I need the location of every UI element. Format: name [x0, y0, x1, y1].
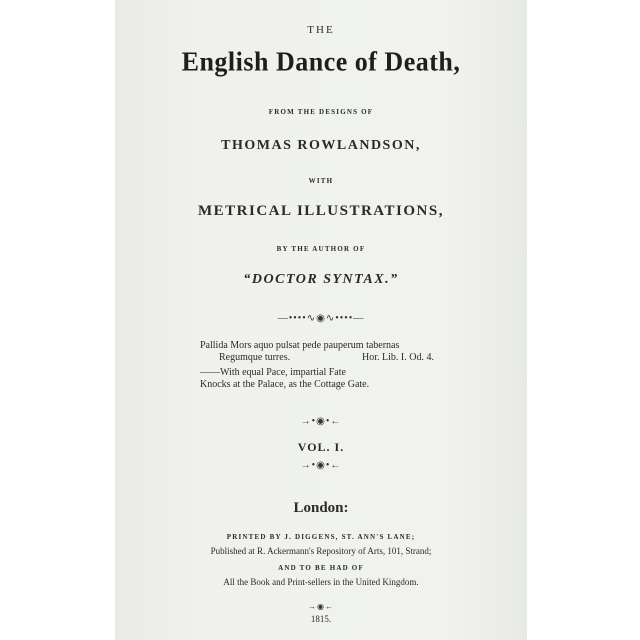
with-text: WITH	[308, 177, 334, 185]
and-to-be-had-line: AND TO BE HAD OF	[278, 564, 364, 572]
epigraph-latin-1: Pallida Mors aquo pulsat pede pauperum tabernas	[200, 340, 400, 351]
volume-label: VOL. I.	[297, 440, 345, 454]
epigraph-latin-2: Regumque turres.	[219, 352, 291, 363]
main-title: English Dance of Death,	[181, 46, 461, 77]
by-author-text: BY THE AUTHOR OF	[276, 245, 366, 253]
publisher-line: Published at R. Ackermann's Repository of Arts, 101, Strand;	[210, 546, 432, 556]
publication-year: 1815.	[310, 614, 332, 624]
heading-the: THE	[307, 24, 335, 36]
artist-name: THOMAS ROWLANDSON,	[221, 138, 421, 153]
doctor-syntax: “DOCTOR SYNTAX.”	[243, 272, 399, 287]
title-page	[115, 0, 527, 640]
ornament-divider: →•◉•←	[300, 416, 342, 427]
from-designs-text: FROM THE DESIGNS OF	[268, 108, 374, 116]
ornament-divider: →◉←	[308, 602, 334, 611]
epigraph-english-1: ——With equal Pace, impartial Fate	[200, 367, 346, 378]
printer-line: PRINTED BY J. DIGGENS, ST. ANN'S LANE;	[226, 533, 416, 541]
epigraph-citation: Hor. Lib. I. Od. 4.	[362, 352, 434, 363]
ornament-divider: —••••∿◉∿••••—	[277, 313, 365, 324]
epigraph-english-2: Knocks at the Palace, as the Cottage Gate.	[200, 379, 370, 390]
sellers-line: All the Book and Print-sellers in the United Kingdom.	[223, 577, 419, 587]
place-london: London:	[293, 500, 349, 516]
ornament-divider: →•◉•←	[300, 460, 342, 471]
metrical-illustrations: METRICAL ILLUSTRATIONS,	[198, 203, 444, 219]
